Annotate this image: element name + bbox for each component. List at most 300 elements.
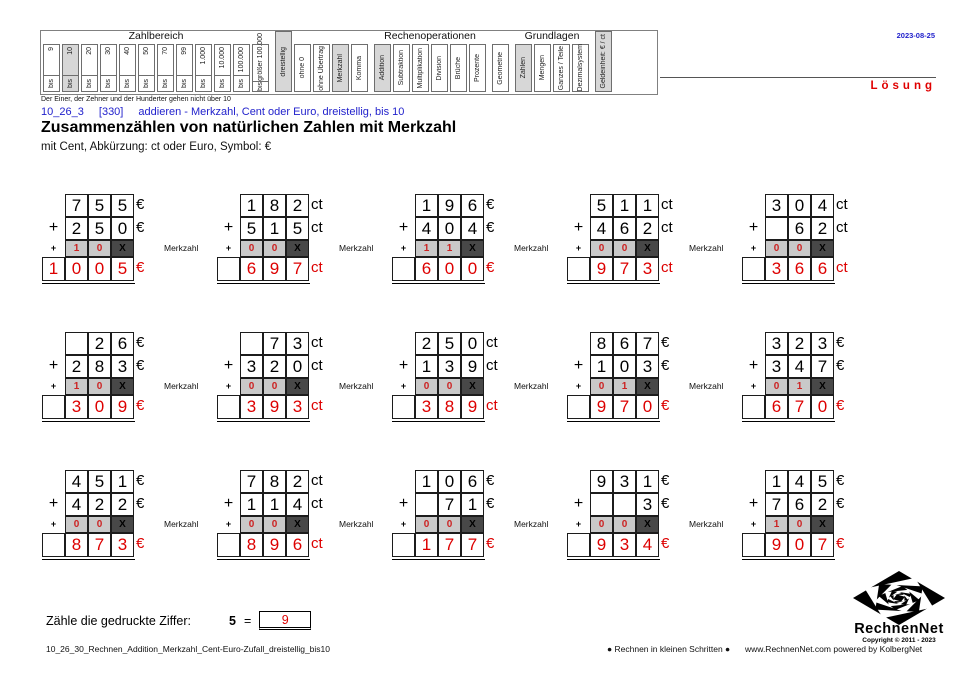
matrix-column: [332, 44, 349, 92]
digit-cell: 1: [636, 194, 659, 217]
pinwheel-logo-icon: [853, 571, 945, 625]
digit-cell: 0: [788, 194, 811, 217]
merkzahl-cell: 0: [590, 240, 613, 257]
merkzahl-label: Merkzahl: [689, 243, 724, 253]
digit-cell: 7: [240, 470, 263, 493]
answer-cell: 7: [613, 395, 636, 419]
unit-label: €: [486, 219, 495, 236]
digit-cell: 4: [811, 194, 834, 217]
digit-cell: 0: [111, 217, 134, 240]
column-label: 10: [67, 47, 74, 55]
unit-label: ct: [311, 472, 323, 489]
answer-cell: 3: [240, 395, 263, 419]
column-label: 9: [48, 47, 55, 51]
digit-cell: 0: [438, 470, 461, 493]
problem-grid: [567, 332, 742, 419]
merkzahl-x-cell: X: [636, 516, 659, 533]
addition-problem: [392, 194, 567, 284]
digit-cell: 4: [65, 493, 88, 516]
answer-cell: 7: [88, 533, 111, 557]
digit-cell: 3: [765, 355, 788, 378]
digit-cell: 3: [438, 355, 461, 378]
answer-cell: 7: [613, 257, 636, 281]
answer-cell: 7: [438, 533, 461, 557]
merkzahl-cell: 0: [438, 378, 461, 395]
problem-grid: [742, 332, 917, 419]
digit-cell: 7: [765, 493, 788, 516]
addition-problem: [742, 332, 917, 422]
section-zahlbereich: [43, 30, 269, 92]
answer-cell: 6: [415, 257, 438, 281]
answer-cell: 3: [636, 257, 659, 281]
unit-label: €: [836, 357, 845, 374]
digit-cell: 8: [88, 355, 111, 378]
digit-cell: 7: [811, 355, 834, 378]
answer-cell: 9: [590, 257, 613, 281]
answer-cell: 9: [263, 395, 286, 419]
matrix-column: [595, 31, 612, 92]
matrix-column: [374, 44, 391, 92]
count-task-prompt: Zähle die gedruckte Ziffer:: [46, 613, 191, 628]
addition-problem: [217, 194, 392, 284]
unit-label: €: [486, 196, 495, 213]
digit-cell: 5: [590, 194, 613, 217]
digit-cell: 7: [636, 332, 659, 355]
column-prefix: bis: [219, 79, 226, 88]
merkzahl-plus-sign: +: [750, 243, 757, 253]
plus-sign: +: [48, 357, 59, 374]
logo-copyright: Copyright © 2011 - 2023: [862, 637, 936, 644]
answer-cell: 1: [42, 257, 65, 281]
unit-label: €: [836, 495, 845, 512]
digit-cell: 5: [88, 194, 111, 217]
result-underline: [742, 421, 835, 422]
merkzahl-x-cell: X: [111, 516, 134, 533]
merkzahl-label: Merkzahl: [339, 381, 374, 391]
digit-cell: 1: [415, 355, 438, 378]
digit-cell: 2: [636, 217, 659, 240]
footer-filename: 10_26_30_Rechnen_Addition_Merkzahl_Cent-Euro-Zufall_dreistellig_bis10: [46, 644, 330, 654]
plus-sign: +: [573, 219, 584, 236]
digit-cell: 2: [415, 332, 438, 355]
plus-sign: +: [398, 495, 409, 512]
digit-cell: 4: [461, 217, 484, 240]
matrix-column: [252, 33, 269, 92]
digit-cell: 6: [788, 217, 811, 240]
matrix-column: [100, 44, 117, 92]
merkzahl-plus-sign: +: [400, 381, 407, 391]
merkzahl-x-cell: X: [636, 378, 659, 395]
digit-cell: 3: [286, 332, 309, 355]
column-label: Division: [436, 55, 443, 81]
addition-problem: [42, 194, 217, 284]
matrix-column: [294, 44, 311, 92]
digit-cell: 0: [613, 355, 636, 378]
section-grundlagen: [515, 30, 589, 92]
digit-cell: [765, 217, 788, 240]
group-title-rechenoperationen: Rechenoperationen: [384, 30, 476, 42]
answer-cell: 3: [111, 533, 134, 557]
column-label: 99: [181, 47, 188, 55]
column-label: 1.000: [200, 47, 207, 65]
answer-cell: 7: [811, 533, 834, 557]
logo-text: RechnenNet: [854, 621, 944, 637]
matrix-column: [214, 44, 231, 92]
digit-cell: 5: [111, 194, 134, 217]
column-prefix: bis: [143, 79, 150, 88]
digit-cell: 6: [613, 332, 636, 355]
merkzahl-x-cell: X: [461, 240, 484, 257]
unit-label: €: [836, 472, 845, 489]
matrix-column: [412, 44, 429, 92]
merkzahl-cell: 0: [765, 240, 788, 257]
digit-cell: 8: [590, 332, 613, 355]
column-label: 40: [124, 47, 131, 55]
unit-label: €: [136, 472, 145, 489]
merkzahl-cell: 0: [263, 378, 286, 395]
answer-cell: 0: [88, 257, 111, 281]
answer-cell: 0: [88, 395, 111, 419]
answer-cell: 9: [590, 395, 613, 419]
merkzahl-cell: 0: [240, 378, 263, 395]
problem-grid: [392, 194, 567, 281]
matrix-column: [43, 44, 60, 92]
result-underline: [42, 283, 135, 284]
unit-label: ct: [486, 357, 498, 374]
column-prefix: bis: [86, 79, 93, 88]
digit-cell: 6: [461, 194, 484, 217]
answer-cell: 0: [65, 257, 88, 281]
problem-grid: [392, 470, 567, 557]
digit-cell: 3: [636, 355, 659, 378]
count-task-digit: 5: [228, 613, 236, 628]
digit-cell: 3: [765, 332, 788, 355]
column-label: 20: [86, 47, 93, 55]
digit-cell: 0: [286, 355, 309, 378]
answer-unit-label: ct: [311, 535, 323, 552]
answer-cell: 3: [613, 533, 636, 557]
digit-cell: 2: [811, 493, 834, 516]
unit-label: ct: [661, 196, 673, 213]
answer-unit-label: ct: [486, 397, 498, 414]
merkzahl-cell: 1: [438, 240, 461, 257]
merkzahl-cell: 0: [88, 378, 111, 395]
column-prefix: bis: [238, 79, 245, 88]
grundlagen-columns: [515, 43, 589, 92]
digit-cell: [415, 493, 438, 516]
matrix-column: [138, 44, 155, 92]
merkzahl-cell: 0: [765, 378, 788, 395]
answer-cell: [42, 395, 65, 419]
unit-label: €: [136, 495, 145, 512]
column-label: 10.000: [219, 47, 226, 69]
group-title-grundlagen: Grundlagen: [524, 30, 580, 42]
answer-cell: [567, 257, 590, 281]
problem-row: [42, 470, 917, 560]
digit-cell: [590, 493, 613, 516]
column-label: Subtraktion: [398, 50, 405, 86]
answer-cell: 9: [111, 395, 134, 419]
merkzahl-cell: 0: [613, 240, 636, 257]
digit-cell: 3: [111, 355, 134, 378]
column-label: Multiplikation: [417, 47, 424, 89]
answer-cell: 6: [788, 257, 811, 281]
group-title-zahlbereich: Zahlbereich: [128, 30, 184, 42]
answer-cell: 0: [461, 257, 484, 281]
merkzahl-cell: 0: [263, 516, 286, 533]
result-underline: [567, 421, 660, 422]
date-label: 2023-08-25: [896, 31, 935, 40]
answer-cell: [217, 257, 240, 281]
addition-problem: [392, 470, 567, 560]
digit-cell: 7: [438, 493, 461, 516]
merkzahl-plus-sign: +: [575, 381, 582, 391]
merkzahl-x-cell: X: [461, 378, 484, 395]
column-label: 70: [162, 47, 169, 55]
digit-cell: 4: [788, 470, 811, 493]
matrix-column: [572, 44, 589, 92]
merkzahl-plus-sign: +: [750, 381, 757, 391]
merkzahl-plus-sign: +: [50, 243, 57, 253]
answer-unit-label: €: [136, 535, 145, 552]
matrix-column: [492, 44, 509, 92]
merkzahl-cell: 0: [263, 240, 286, 257]
digit-cell: 2: [88, 493, 111, 516]
result-underline: [217, 421, 310, 422]
merkzahl-cell: 0: [415, 378, 438, 395]
merkzahl-plus-sign: +: [750, 519, 757, 529]
problem-grid: [42, 332, 217, 419]
answer-cell: 0: [788, 533, 811, 557]
section-extra: [275, 30, 368, 92]
page-title: Zusammenzählen von natürlichen Zahlen mit Merkzahl: [41, 119, 457, 136]
problems-area: [42, 194, 917, 608]
answer-unit-label: €: [136, 397, 145, 414]
digit-cell: 6: [461, 470, 484, 493]
section-geometrie: [492, 30, 509, 92]
answer-cell: 6: [286, 533, 309, 557]
digit-cell: 9: [461, 355, 484, 378]
digit-cell: 1: [240, 493, 263, 516]
column-label: 50: [143, 47, 150, 55]
answer-cell: 9: [263, 257, 286, 281]
plus-sign: +: [573, 495, 584, 512]
merkzahl-cell: 0: [590, 516, 613, 533]
digit-cell: 1: [111, 470, 134, 493]
merkzahl-label: Merkzahl: [514, 519, 549, 529]
merkzahl-plus-sign: +: [50, 519, 57, 529]
merkzahl-cell: 1: [765, 516, 788, 533]
merkzahl-cell: 0: [240, 516, 263, 533]
answer-cell: [567, 395, 590, 419]
merkzahl-cell: 0: [788, 240, 811, 257]
digit-cell: 1: [590, 355, 613, 378]
column-label: 100.000: [238, 47, 245, 73]
answer-cell: 4: [636, 533, 659, 557]
plus-sign: +: [223, 219, 234, 236]
plus-sign: +: [223, 495, 234, 512]
merkzahl-x-cell: X: [811, 516, 834, 533]
merkzahl-cell: 0: [415, 516, 438, 533]
merkzahl-plus-sign: +: [225, 381, 232, 391]
matrix-column: [553, 44, 570, 92]
merkzahl-cell: 1: [65, 240, 88, 257]
merkzahl-cell: 1: [613, 378, 636, 395]
unit-label: ct: [311, 196, 323, 213]
unit-label: €: [836, 334, 845, 351]
column-prefix: bis: [181, 79, 188, 88]
answer-unit-label: ct: [311, 397, 323, 414]
result-underline: [567, 283, 660, 284]
addition-problem: [42, 332, 217, 422]
footer-website: www.RechnenNet.com powered by KolbergNet: [745, 644, 923, 654]
merkzahl-x-cell: X: [636, 240, 659, 257]
footer-slogan: ● Rechnen in kleinen Schritten ●: [607, 644, 731, 654]
matrix-column: [157, 44, 174, 92]
column-prefix: bis: [105, 79, 112, 88]
digit-cell: 5: [286, 217, 309, 240]
answer-unit-label: €: [661, 535, 670, 552]
merkzahl-label: Merkzahl: [339, 519, 374, 529]
merkzahl-x-cell: X: [111, 378, 134, 395]
digit-cell: 2: [286, 470, 309, 493]
digit-cell: 1: [415, 470, 438, 493]
merkzahl-cell: 0: [613, 516, 636, 533]
problem-grid: [392, 332, 567, 419]
digit-cell: 1: [461, 493, 484, 516]
answer-cell: 1: [415, 533, 438, 557]
merkzahl-cell: 1: [415, 240, 438, 257]
digit-cell: 6: [111, 332, 134, 355]
digit-cell: 1: [240, 194, 263, 217]
plus-sign: +: [223, 357, 234, 374]
merkzahl-cell: 0: [65, 516, 88, 533]
matrix-column: [450, 44, 467, 92]
section-geldeinheit: [595, 30, 612, 92]
merkzahl-x-cell: X: [811, 240, 834, 257]
matrix-column: [313, 44, 330, 92]
unit-label: ct: [836, 219, 848, 236]
merkzahl-x-cell: X: [111, 240, 134, 257]
plus-sign: +: [48, 219, 59, 236]
answer-cell: 9: [461, 395, 484, 419]
result-underline: [392, 421, 485, 422]
matrix-column: [62, 44, 79, 92]
solution-label: Lösung: [870, 80, 936, 92]
digit-cell: 8: [263, 194, 286, 217]
column-label: Komma: [356, 55, 363, 81]
answer-cell: 3: [286, 395, 309, 419]
column-label: Brüche: [455, 56, 462, 80]
answer-cell: 7: [286, 257, 309, 281]
answer-unit-label: €: [836, 535, 845, 552]
digit-cell: 4: [590, 217, 613, 240]
problem-grid: [217, 332, 392, 419]
digit-cell: 4: [286, 493, 309, 516]
digit-cell: 2: [788, 332, 811, 355]
geldeinheit-column: [595, 34, 612, 92]
header-divider: [660, 77, 936, 78]
digit-cell: 1: [765, 470, 788, 493]
digit-cell: 5: [240, 217, 263, 240]
unit-label: €: [661, 357, 670, 374]
addition-problem: [217, 332, 392, 422]
matrix-column: [515, 44, 532, 92]
merkzahl-label: Merkzahl: [514, 381, 549, 391]
addition-problem: [742, 470, 917, 560]
answer-unit-label: ct: [836, 259, 848, 276]
plus-sign: +: [48, 495, 59, 512]
unit-label: ct: [836, 196, 848, 213]
digit-cell: 3: [636, 493, 659, 516]
column-prefix: bis: [124, 79, 131, 88]
merkzahl-label: Merkzahl: [164, 519, 199, 529]
unit-label: ct: [661, 219, 673, 236]
result-underline: [217, 283, 310, 284]
answer-cell: 8: [240, 533, 263, 557]
column-label: Merkzahl: [337, 53, 344, 83]
addition-problem: [42, 470, 217, 560]
column-label: größer 100.000: [257, 33, 264, 82]
digit-cell: 3: [765, 194, 788, 217]
digit-cell: [240, 332, 263, 355]
result-underline: [392, 559, 485, 560]
merkzahl-cell: 0: [88, 516, 111, 533]
matrix-column: [393, 44, 410, 92]
answer-cell: [42, 533, 65, 557]
digit-cell: 1: [263, 217, 286, 240]
addition-problem: [567, 194, 742, 284]
addition-problem: [567, 470, 742, 560]
problem-grid: [42, 470, 217, 557]
plus-sign: +: [748, 357, 759, 374]
merkzahl-label: Merkzahl: [514, 243, 549, 253]
digit-cell: 5: [88, 470, 111, 493]
unit-label: ct: [311, 219, 323, 236]
matrix-column: [275, 31, 292, 92]
answer-cell: 6: [765, 395, 788, 419]
digit-cell: 2: [65, 355, 88, 378]
answer-cell: 7: [788, 395, 811, 419]
digit-cell: 2: [65, 217, 88, 240]
answer-cell: [742, 533, 765, 557]
digit-cell: 2: [263, 355, 286, 378]
merkzahl-cell: 1: [788, 378, 811, 395]
header-note: Der Einer, der Zehner und der Hunderter gehen nicht über 10: [41, 96, 231, 103]
digit-cell: 2: [88, 332, 111, 355]
answer-cell: 8: [438, 395, 461, 419]
answer-cell: 9: [765, 533, 788, 557]
answer-cell: 3: [65, 395, 88, 419]
plus-sign: +: [398, 219, 409, 236]
unit-label: ct: [486, 334, 498, 351]
unit-label: €: [136, 196, 145, 213]
column-label: ohne 0: [299, 57, 306, 79]
digit-cell: 2: [286, 194, 309, 217]
digit-cell: 5: [438, 332, 461, 355]
result-underline: [42, 421, 135, 422]
answer-cell: [392, 533, 415, 557]
worksheet-code: 10_26_3: [41, 106, 84, 118]
section-rechenoperationen: [374, 30, 486, 92]
problem-grid: [217, 194, 392, 281]
answer-unit-label: €: [486, 535, 495, 552]
column-label: Geldeinheit: € / ct: [600, 34, 607, 89]
problem-grid: [567, 194, 742, 281]
unit-label: €: [136, 219, 145, 236]
result-underline: [742, 283, 835, 284]
merkzahl-label: Merkzahl: [339, 243, 374, 253]
